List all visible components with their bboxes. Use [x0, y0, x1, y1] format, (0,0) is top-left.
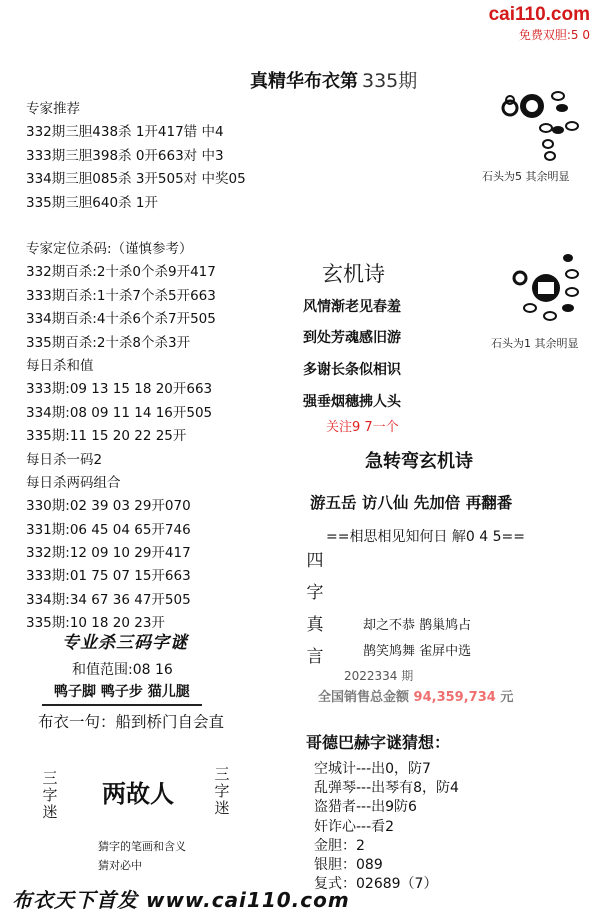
sizi-char: 四 — [306, 551, 324, 571]
list-item: 空城计---出0，防7 — [314, 761, 431, 777]
turn-poem-title: 急转弯玄机诗 — [365, 451, 473, 472]
list-item: 333期三胆398杀 0开663对 中3 — [26, 147, 224, 164]
list-item: 335期:11 15 20 22 25开 — [26, 428, 187, 445]
godel-title: 哥德巴赫字谜猜想： — [306, 733, 451, 752]
xuanji-title: 玄机诗 — [322, 262, 385, 286]
riddle-title: 专业杀三码字谜 — [62, 633, 188, 653]
list-item: 334期:08 09 11 14 16开505 — [26, 404, 213, 421]
sales-total — [318, 686, 513, 705]
sum-range: 和值范围:08 16 — [72, 662, 173, 678]
list-item: 奸诈心---看2 — [314, 818, 395, 835]
list-item: 334期百杀:4十杀6个杀7开505 — [26, 311, 216, 328]
sizi-char: 字 — [306, 583, 324, 603]
sizi-char: 言 — [306, 647, 324, 667]
section-heading: 专家定位杀码:（谨慎参考） — [26, 241, 193, 257]
list-item: 乱弹琴---出琴有8，防4 — [314, 780, 459, 797]
stones-image-2 — [506, 248, 586, 328]
title-text: 真精华布衣第 — [250, 71, 358, 92]
image-caption-2: 石头为1 其余明显 — [491, 337, 579, 350]
issue-number: 335期 — [362, 70, 418, 92]
sales-label: 全国销售总金额 — [318, 690, 410, 705]
riddle-note-1: 猜字的笔画和含义 — [98, 840, 186, 853]
list-item: 332期百杀:2十杀0个杀9开417 — [26, 264, 216, 281]
free-double-pick: 免费双胆:5 0 — [518, 28, 590, 42]
vertical-label-left: 三字迷 — [42, 769, 58, 821]
sales-unit: 元 — [500, 690, 514, 705]
list-item: 332期:12 09 10 29开417 — [26, 545, 191, 562]
list-item: 331期:06 45 04 65开746 — [26, 521, 191, 538]
follow-note: 关注9 7一个 — [326, 420, 399, 435]
list-item: 盗猎者---出9防6 — [314, 799, 417, 816]
expert-picks — [26, 98, 246, 215]
list-item: 银胆：089 — [314, 856, 383, 873]
section-heading: 每日杀和值 — [26, 357, 94, 374]
kill-section — [26, 238, 216, 636]
poem-line: 多谢长条似相识 — [303, 362, 401, 378]
sales-amount: 94,359,734 — [413, 690, 496, 705]
page-title — [250, 66, 417, 93]
footer-banner: 布衣天下首发 www.cai110.com — [12, 888, 350, 912]
list-item: 330期:02 39 03 29开070 — [26, 498, 191, 515]
poem-line: 强垂烟穗拂人头 — [303, 394, 401, 410]
list-item: 335期三胆640杀 1开 — [26, 194, 158, 211]
sales-issue: 2022334 期 — [344, 669, 414, 683]
section-heading: 专家推荐 — [26, 101, 80, 117]
riddle-phrase: 鸭子脚 鸭子步 猫儿腿 — [42, 681, 202, 706]
buyi-line: 布衣一句：船到桥门自会直 — [38, 713, 225, 731]
travel-line: 游五岳 访八仙 先加倍 再翻番 — [310, 494, 513, 512]
list-item: 333期百杀:1十杀7个杀5开663 — [26, 287, 216, 304]
sizi-line-2: 鹊笑鸠舞 雀屏中选 — [363, 644, 472, 659]
list-item: 334期:34 67 36 47开505 — [26, 591, 191, 608]
kill-one-code: 每日杀一码2 — [26, 451, 103, 468]
list-item: 335期百杀:2十杀8个杀3开 — [26, 334, 191, 351]
xiangsi-line: ==相思相见知何日 解0 4 5== — [326, 529, 525, 545]
list-item: 334期三胆085杀 3开505对 中奖05 — [26, 171, 246, 188]
poem-line: 风情渐老见春羞 — [303, 299, 401, 315]
list-item: 335期:10 18 20 23开 — [26, 615, 165, 632]
site-logo: cai110.com — [488, 4, 590, 25]
list-item: 333期:09 13 15 18 20开663 — [26, 381, 213, 398]
riddle-note-2: 猜对必中 — [98, 859, 142, 872]
list-item: 332期三胆438杀 1开417错 中4 — [26, 124, 224, 141]
poem-line: 到处芳魂感旧游 — [303, 330, 401, 346]
stones-image-1 — [500, 86, 590, 166]
godel-list — [314, 760, 459, 894]
list-item: 333期:01 75 07 15开663 — [26, 568, 191, 585]
vertical-label-right: 三字迷 — [214, 765, 230, 817]
list-item: 复式：02689（7） — [314, 876, 438, 893]
list-item: 金胆：2 — [314, 837, 365, 854]
sizi-char: 真 — [306, 615, 324, 635]
image-caption-1: 石头为5 其余明显 — [482, 170, 570, 183]
riddle-answer: 两故人 — [102, 780, 174, 808]
section-heading: 每日杀两码组合 — [26, 474, 121, 491]
sizi-line-1: 却之不恭 鹊巢鸠占 — [363, 618, 472, 633]
